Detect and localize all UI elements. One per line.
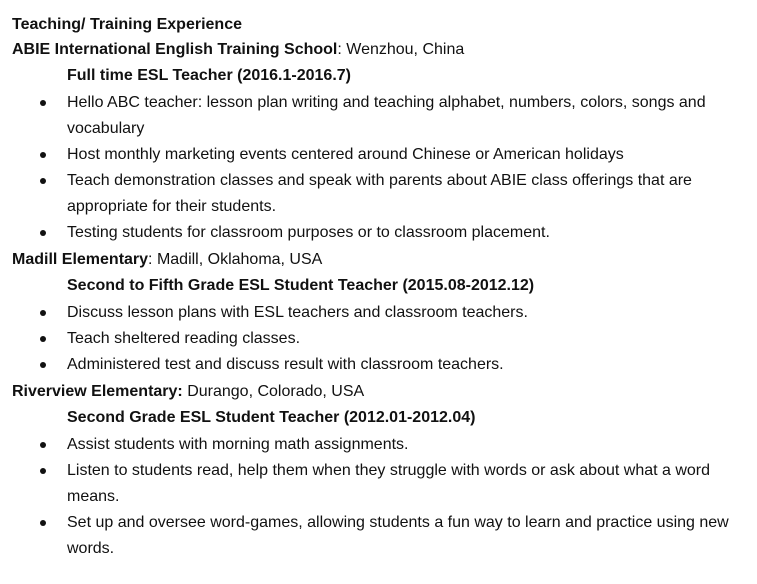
role-title: Full time ESL Teacher (2016.1-2016.7)	[67, 67, 351, 84]
organization-line	[12, 39, 745, 61]
duty-item: Teach demonstration classes and speak with parents about ABIE class offerings that are appropriate for their students.	[12, 168, 745, 220]
duty-item: Hello ABC teacher: lesson plan writing and teaching alphabet, numbers, colors, songs and vocabulary	[12, 90, 745, 142]
duty-item: Teach sheltered reading classes.	[12, 326, 745, 352]
organization-name: Madill Elementary	[12, 251, 149, 268]
duty-item: Testing students for classroom purposes or to classroom placement.	[12, 220, 745, 246]
duty-item: Host monthly marketing events centered around Chinese or American holidays	[12, 142, 745, 168]
section-heading: Teaching/ Training Experience	[12, 16, 242, 33]
duty-item: Listen to students read, help them when they struggle with words or ask about what a word means.	[12, 458, 745, 510]
duties-list	[12, 432, 745, 562]
duty-item: Discuss lesson plans with ESL teachers and classroom teachers.	[12, 300, 745, 326]
position-entry	[12, 249, 745, 378]
organization-line	[12, 249, 745, 271]
duties-list	[12, 90, 745, 246]
position-entry	[12, 39, 745, 246]
duty-item: Assist students with morning math assignments.	[12, 432, 745, 458]
duty-item: Administered test and discuss result with classroom teachers.	[12, 352, 745, 378]
duty-item: Set up and oversee word-games, allowing students a fun way to learn and practice using new words.	[12, 510, 745, 562]
organization-name: Riverview Elementary:	[12, 383, 183, 400]
organization-location: : Wenzhou, China	[337, 41, 465, 58]
organization-name: ABIE International English Training School	[12, 41, 338, 58]
role-title: Second to Fifth Grade ESL Student Teacher (2015.08-2012.12)	[67, 277, 535, 294]
organization-location: : Madill, Oklahoma, USA	[148, 251, 323, 268]
duties-list	[12, 300, 745, 378]
position-entry	[12, 381, 745, 562]
organization-line	[12, 381, 745, 403]
role-title: Second Grade ESL Student Teacher (2012.01-2012.04)	[67, 409, 476, 426]
organization-location: Durango, Colorado, USA	[182, 383, 365, 400]
